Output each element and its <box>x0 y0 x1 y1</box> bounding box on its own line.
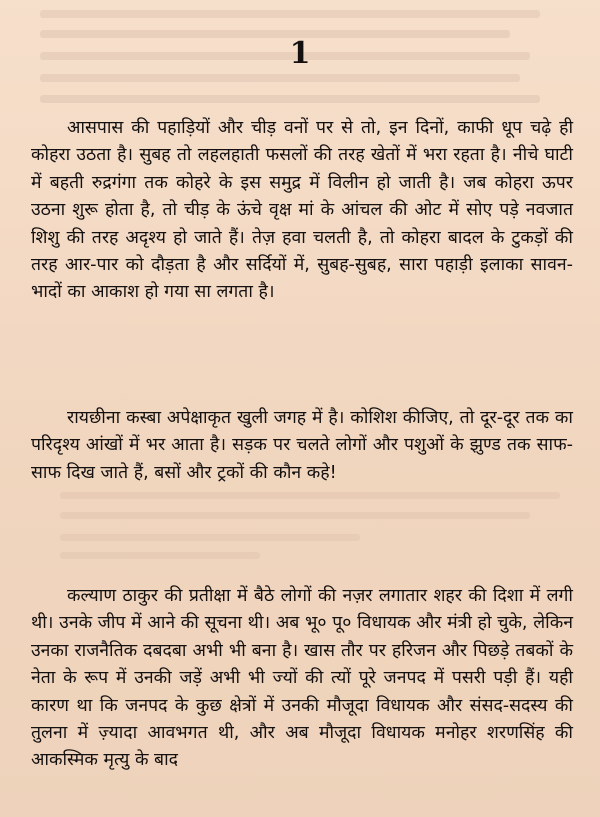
paragraph-kalyan-thakur: कल्याण ठाकुर की प्रतीक्षा में बैठे लोगों की नज़र लगातार शहर की दिशा में लगी थी। उनके जीप में आने की सूचना थी। अब भू० पू० विधायक और मंत्री हो चुके, लेकिन उनका राजनैतिक दबदबा अभी भी बना है। खास तौर पर हरिजन और पिछड़े तबकों के नेता के रूप में उनकी जड़ें अभी भी ज्यों की त्यों पूरे जनपद में पसरी पड़ी हैं। यही कारण था कि जनपद के कुछ क्षेत्रों में उनकी मौजूदा विधायक और संसद-सदस्य की तुलना में ज़्यादा आवभगत थी, और अब मौजूदा विधायक मनोहर शरणसिंह की आकस्मिक मृत्यु के बाद <box>31 586 573 771</box>
paragraph-fog: आसपास की पहाड़ियों और चीड़ वनों पर से तो, इन दिनों, काफी धूप चढ़े ही कोहरा उठता है। सुबह तो लहलहाती फसलों की तरह खेतों में भरा रहता है। नीचे घाटी में बहती रुद्रगंगा तक कोहरे के इस समुद्र में विलीन हो जाती है। जब कोहरा ऊपर उठना शुरू होता है, तो चीड़ के ऊंचे वृक्ष मां के आंचल की ओट में सोए पड़े नवजात शिशु की तरह अदृश्य हो जाते हैं। तेज़ हवा चलती है, तो कोहरा बादल के टुकड़ों की तरह आर-पार को दौड़ता है और सर्दियों में, सुबह-सुबह, सारा पहाड़ी इलाका सावन-भादों का आकाश हो गया सा लगता है। <box>31 118 573 303</box>
chapter-number: 1 <box>289 36 311 71</box>
show-through-text-middle <box>0 490 600 570</box>
paragraph-raichhina: रायछीना कस्बा अपेक्षाकृत खुली जगह में है। कोशिश कीजिए, तो दूर-दूर तक का परिदृश्य आंखों में भर आता है। सड़क पर चलते लोगों और पशुओं के झुण्ड तक साफ-साफ दिख जाते हैं, बसों और ट्रकों की कौन कहे! <box>31 408 573 483</box>
